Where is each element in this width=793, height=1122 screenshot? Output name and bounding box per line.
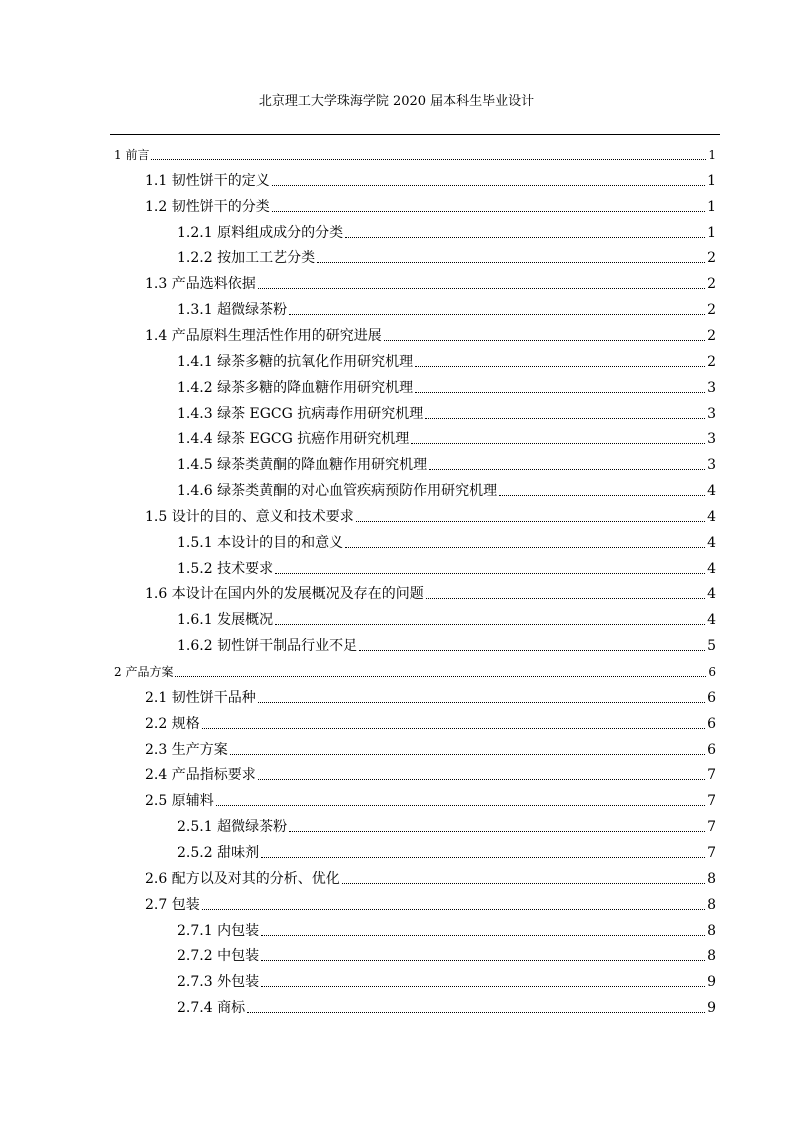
- toc-entry[interactable]: [177, 401, 716, 423]
- toc-entry-page-number: 4: [707, 483, 716, 499]
- toc-entry-page-number: 4: [707, 561, 716, 577]
- toc-dot-leader: [230, 754, 705, 755]
- toc-entry-title: 1.2.2 按加工工艺分类: [177, 250, 316, 266]
- toc-dot-leader: [258, 702, 705, 703]
- toc-entry-page-number: 4: [707, 535, 716, 551]
- toc-dot-leader: [289, 314, 705, 315]
- toc-dot-leader: [175, 676, 706, 677]
- toc-entry-title: 1.4.6 绿茶类黄酮的对心血管疾病预防作用研究机理: [177, 483, 498, 499]
- toc-entry-page-number: 7: [707, 767, 716, 783]
- toc-entry[interactable]: [177, 556, 716, 578]
- toc-entry[interactable]: [177, 349, 716, 371]
- toc-dot-leader: [411, 443, 705, 444]
- toc-entry-title: 2 产品方案: [114, 665, 174, 679]
- toc-dot-leader: [342, 883, 705, 884]
- toc-dot-leader: [258, 779, 705, 780]
- toc-entry-page-number: 3: [707, 457, 716, 473]
- toc-entry[interactable]: [177, 452, 716, 474]
- toc-dot-leader: [272, 211, 705, 212]
- toc-entry-page-number: 8: [707, 948, 716, 964]
- toc-dot-leader: [345, 237, 705, 238]
- toc-entry-title: 2.2 规格: [145, 716, 200, 732]
- toc-entry-page-number: 4: [707, 509, 716, 525]
- toc-entry-page-number: 2: [707, 276, 716, 292]
- page-header-title: 北京理工大学珠海学院 2020 届本科生毕业设计: [258, 94, 535, 109]
- toc-entry-title: 2.6 配方以及对其的分析、优化: [145, 871, 340, 887]
- toc-dot-leader: [261, 935, 705, 936]
- toc-dot-leader: [261, 986, 705, 987]
- toc-entry-page-number: 6: [707, 742, 716, 758]
- toc-dot-leader: [247, 1012, 705, 1013]
- toc-entry-page-number: 1: [707, 199, 716, 215]
- toc-entry-title: 1.5 设计的目的、意义和技术要求: [145, 509, 354, 525]
- toc-entry-title: 2.7 包装: [145, 897, 200, 913]
- toc-entry-title: 1.4.5 绿茶类黄酮的降血糖作用研究机理: [177, 457, 428, 473]
- toc-entry[interactable]: [145, 323, 716, 345]
- toc-entry[interactable]: [177, 426, 716, 448]
- toc-entry-page-number: 9: [707, 1000, 716, 1016]
- toc-entry-page-number: 4: [707, 586, 716, 602]
- toc-entry-title: 2.5.1 超微绿茶粉: [177, 819, 288, 835]
- toc-entry-page-number: 1: [708, 148, 716, 162]
- toc-dot-leader: [289, 831, 705, 832]
- toc-entry-page-number: 7: [707, 793, 716, 809]
- toc-entry[interactable]: [145, 762, 716, 784]
- toc-entry[interactable]: [177, 245, 716, 267]
- toc-entry[interactable]: [177, 607, 716, 629]
- toc-entry-page-number: 2: [707, 328, 716, 344]
- toc-entry-page-number: 8: [707, 923, 716, 939]
- toc-entry[interactable]: [177, 969, 716, 991]
- toc-entry-title: 2.5.2 甜味剂: [177, 845, 260, 861]
- toc-entry[interactable]: [145, 892, 716, 914]
- toc-entry-title: 2.7.3 外包装: [177, 974, 260, 990]
- toc-dot-leader: [415, 392, 705, 393]
- toc-entry-page-number: 5: [707, 638, 716, 654]
- toc-entry[interactable]: [145, 788, 716, 810]
- toc-entry[interactable]: [145, 866, 716, 888]
- toc-entry-page-number: 3: [707, 406, 716, 422]
- toc-entry-title: 1.1 韧性饼干的定义: [145, 173, 270, 189]
- toc-entry-page-number: 3: [707, 431, 716, 447]
- toc-entry-page-number: 2: [707, 250, 716, 266]
- toc-entry-title: 2.1 韧性饼干品种: [145, 690, 256, 706]
- toc-entry-title: 1.5.1 本设计的目的和意义: [177, 535, 344, 551]
- toc-entry-page-number: 2: [707, 302, 716, 318]
- toc-entry-page-number: 1: [707, 225, 716, 241]
- toc-entry[interactable]: [145, 685, 716, 707]
- toc-dot-leader: [151, 159, 706, 160]
- toc-entry-page-number: 4: [707, 612, 716, 628]
- toc-dot-leader: [499, 495, 705, 496]
- toc-entry-title: 1.3.1 超微绿茶粉: [177, 302, 288, 318]
- toc-entry[interactable]: [177, 840, 716, 862]
- toc-entry-title: 2.4 产品指标要求: [145, 767, 256, 783]
- toc-entry-title: 2.5 原辅料: [145, 793, 214, 809]
- toc-entry[interactable]: [177, 297, 716, 319]
- toc-dot-leader: [272, 185, 705, 186]
- toc-entry-title: 2.7.2 中包装: [177, 948, 260, 964]
- toc-entry-title: 1.4.1 绿茶多糖的抗氧化作用研究机理: [177, 354, 414, 370]
- toc-entry-title: 2.7.1 内包装: [177, 923, 260, 939]
- toc-dot-leader: [261, 960, 705, 961]
- toc-entry-page-number: 2: [707, 354, 716, 370]
- toc-dot-leader: [202, 728, 705, 729]
- toc-entry[interactable]: [145, 504, 716, 526]
- toc-entry-title: 2.3 生产方案: [145, 742, 228, 758]
- toc-dot-leader: [356, 521, 705, 522]
- toc-dot-leader: [429, 469, 705, 470]
- toc-dot-leader: [359, 650, 705, 651]
- toc-entry[interactable]: [145, 581, 716, 603]
- toc-entry[interactable]: [177, 995, 716, 1017]
- toc-entry-title: 1.4.3 绿茶 EGCG 抗病毒作用研究机理: [177, 406, 424, 422]
- toc-entry-title: 1.4.4 绿茶 EGCG 抗癌作用研究机理: [177, 431, 410, 447]
- toc-dot-leader: [345, 547, 705, 548]
- toc-entry[interactable]: [177, 530, 716, 552]
- toc-dot-leader: [384, 340, 705, 341]
- toc-entry[interactable]: [177, 943, 716, 965]
- toc-entry-title: 1.4.2 绿茶多糖的降血糖作用研究机理: [177, 380, 414, 396]
- toc-entry-title: 1.6 本设计在国内外的发展概况及存在的问题: [145, 586, 424, 602]
- toc-dot-leader: [258, 288, 705, 289]
- toc-entry-page-number: 7: [707, 845, 716, 861]
- toc-entry[interactable]: [177, 918, 716, 940]
- toc-dot-leader: [426, 598, 705, 599]
- toc-entry[interactable]: [177, 478, 716, 500]
- toc-entry-title: 1.6.1 发展概况: [177, 612, 274, 628]
- toc-entry-page-number: 8: [707, 871, 716, 887]
- toc-entry-title: 1.2.1 原料组成成分的分类: [177, 225, 344, 241]
- toc-entry[interactable]: [177, 814, 716, 836]
- toc-entry[interactable]: [114, 659, 716, 681]
- toc-entry-page-number: 3: [707, 380, 716, 396]
- toc-entry[interactable]: [177, 375, 716, 397]
- toc-dot-leader: [317, 262, 705, 263]
- toc-entry[interactable]: [145, 168, 716, 190]
- toc-entry[interactable]: [177, 633, 716, 655]
- toc-entry[interactable]: [145, 271, 716, 293]
- toc-entry-page-number: 7: [707, 819, 716, 835]
- toc-entry[interactable]: [145, 194, 716, 216]
- toc-entry[interactable]: [177, 220, 716, 242]
- toc-entry[interactable]: [145, 737, 716, 759]
- toc-entry-title: 1.3 产品选料依据: [145, 276, 256, 292]
- toc-entry-page-number: 6: [708, 665, 716, 679]
- toc-entry[interactable]: [114, 142, 716, 164]
- toc-entry[interactable]: [145, 711, 716, 733]
- toc-dot-leader: [261, 857, 705, 858]
- toc-entry-title: 1.6.2 韧性饼干制品行业不足: [177, 638, 358, 654]
- toc-dot-leader: [425, 418, 705, 419]
- toc-entry-page-number: 6: [707, 690, 716, 706]
- toc-dot-leader: [415, 366, 705, 367]
- toc-dot-leader: [216, 805, 705, 806]
- toc-entry-page-number: 6: [707, 716, 716, 732]
- toc-entry-title: 2.7.4 商标: [177, 1000, 246, 1016]
- toc-dot-leader: [202, 909, 705, 910]
- toc-entry-title: 1 前言: [114, 148, 150, 162]
- toc-entry-page-number: 9: [707, 974, 716, 990]
- toc-entry-title: 1.4 产品原料生理活性作用的研究进展: [145, 328, 382, 344]
- toc-dot-leader: [275, 573, 705, 574]
- toc-entry-page-number: 1: [707, 173, 716, 189]
- toc-entry-title: 1.5.2 技术要求: [177, 561, 274, 577]
- toc-entry-page-number: 8: [707, 897, 716, 913]
- toc-dot-leader: [275, 624, 705, 625]
- toc-entry-title: 1.2 韧性饼干的分类: [145, 199, 270, 215]
